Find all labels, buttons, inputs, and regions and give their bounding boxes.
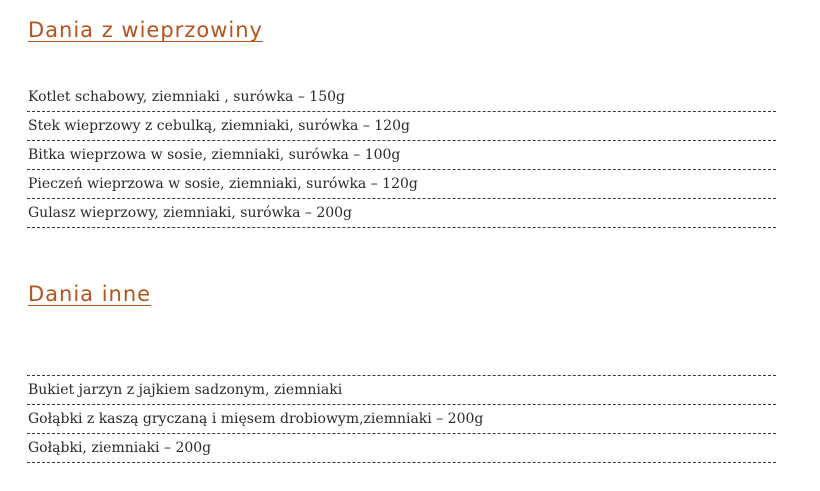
menu-item: Gołąbki, ziemniaki – 200g: [27, 434, 776, 463]
menu-item: Stek wieprzowy z cebulką, ziemniaki, surówka – 120g: [27, 112, 776, 141]
menu-item: Gulasz wieprzowy, ziemniaki, surówka – 200g: [27, 199, 776, 228]
menu-item: Bitka wieprzowa w sosie, ziemniaki, surówka – 100g: [27, 141, 776, 170]
menu-item: Bukiet jarzyn z jajkiem sadzonym, ziemniaki: [27, 376, 776, 405]
menu-item: Kotlet schabowy, ziemniaki , surówka – 150g: [27, 83, 776, 112]
menu-item: Pieczeń wieprzowa w sosie, ziemniaki, surówka – 120g: [27, 170, 776, 199]
section-title-pork-dishes[interactable]: Dania z wieprzowiny: [28, 18, 263, 42]
section-title-other-dishes[interactable]: Dania inne: [28, 282, 152, 306]
menu-list-pork-dishes: [27, 83, 776, 228]
menu-item: Gołąbki z kaszą gryczaną i mięsem drobiowym,ziemniaki – 200g: [27, 405, 776, 434]
menu-list-other-dishes: [27, 375, 776, 463]
